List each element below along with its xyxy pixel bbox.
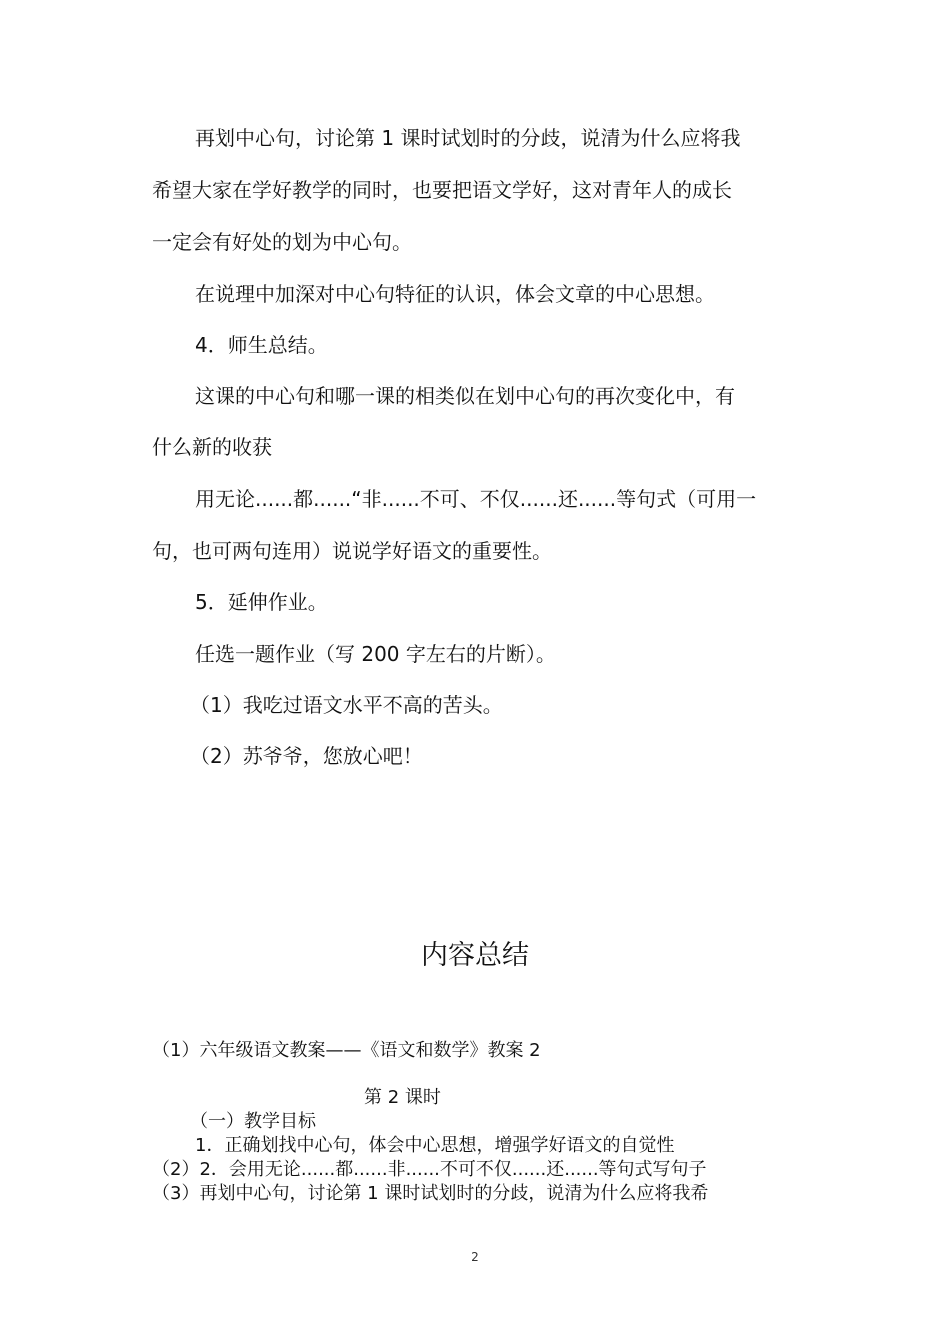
paragraph-line: 用无论......都......“非......不可、不仅......还......等句式（可用一	[195, 487, 757, 511]
paragraph-line: 任选一题作业（写 200 字左右的片断）。	[195, 642, 556, 666]
section-heading-5: 5．延伸作业。	[195, 590, 328, 614]
summary-line: （一）教学目标	[190, 1111, 316, 1132]
paragraph-line: 在说理中加深对中心句特征的认识，体会文章的中心思想。	[195, 282, 715, 306]
paragraph-line: 句，也可两句连用）说说学好语文的重要性。	[152, 539, 552, 563]
paragraph-line: 再划中心句，讨论第 1 课时试划时的分歧，说清为什么应将我	[195, 126, 741, 150]
summary-title: 内容总结	[421, 940, 529, 971]
paragraph-line: 这课的中心句和哪一课的相类似在划中心句的再次变化中，有	[195, 384, 735, 408]
paragraph-line: 一定会有好处的划为中心句。	[152, 230, 412, 254]
list-item: （2）苏爷爷，您放心吧！	[190, 744, 423, 768]
paragraph-line: 什么新的收获	[152, 435, 272, 459]
summary-line: 第 2 课时	[364, 1087, 441, 1108]
summary-line: （3）再划中心句，讨论第 1 课时试划时的分歧，说清为什么应将我希	[152, 1183, 709, 1204]
paragraph-line: 希望大家在学好教学的同时，也要把语文学好，这对青年人的成长	[152, 178, 732, 202]
summary-line: （2）2．会用无论......都......非......不可不仅......还......等句式写句子	[152, 1159, 707, 1180]
list-item: （1）我吃过语文水平不高的苦头。	[190, 693, 503, 717]
page-number: 2	[471, 1250, 479, 1264]
summary-line: 1．正确划找中心句，体会中心思想，增强学好语文的自觉性	[195, 1135, 675, 1156]
summary-line: （1）六年级语文教案——《语文和数学》教案 2	[152, 1040, 541, 1061]
section-heading-4: 4．师生总结。	[195, 333, 328, 357]
